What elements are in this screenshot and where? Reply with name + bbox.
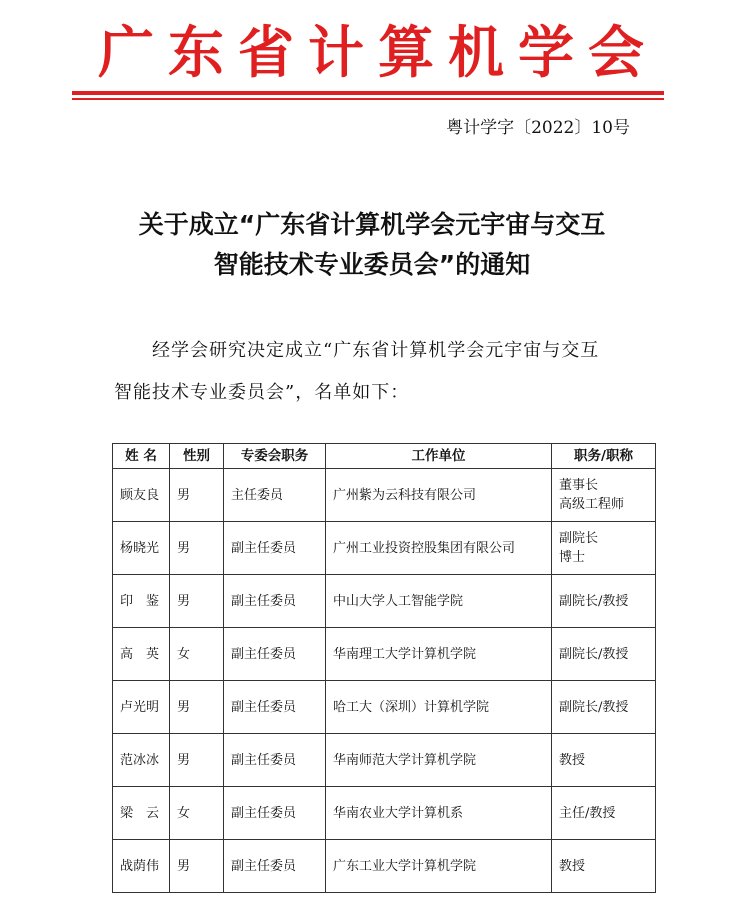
- body-text-1: 经学会研究决定成立“广东省计算机学会元宇宙与交互: [152, 340, 600, 361]
- table-row: [113, 522, 656, 575]
- cell-role: 副主任委员: [224, 734, 326, 787]
- cell-name: 杨晓光: [113, 522, 170, 575]
- body-paragraph-line-2: 智能技术专业委员会”，名单如下：: [114, 382, 410, 403]
- cell-gender: 男: [170, 734, 224, 787]
- notice-title-line-1: 关于成立“广东省计算机学会元宇宙与交互: [138, 210, 606, 239]
- cell-title-line-2: 博士: [559, 550, 586, 565]
- cell-role: 副主任委员: [224, 681, 326, 734]
- cell-unit: 中山大学人工智能学院: [326, 575, 552, 628]
- cell-gender: 女: [170, 628, 224, 681]
- cell-unit: 华南师范大学计算机学院: [326, 734, 552, 787]
- header-gender: 性别: [170, 444, 224, 469]
- cell-gender: 男: [170, 840, 224, 893]
- header-committee-role: 专委会职务: [224, 444, 326, 469]
- notice-title-line-2: 智能技术专业委员会”的通知: [213, 250, 531, 279]
- header-work-unit: 工作单位: [326, 444, 552, 469]
- cell-title: [552, 522, 656, 575]
- cell-name: 高 英: [113, 628, 170, 681]
- notice-title: [60, 205, 684, 285]
- cell-title: 主任/教授: [552, 787, 656, 840]
- cell-name: 顾友良: [113, 469, 170, 522]
- cell-unit: 广东工业大学计算机学院: [326, 840, 552, 893]
- cell-unit: 广州工业投资控股集团有限公司: [326, 522, 552, 575]
- cell-name: 卢光明: [113, 681, 170, 734]
- cell-role: 主任委员: [224, 469, 326, 522]
- cell-name: 战荫伟: [113, 840, 170, 893]
- cell-title-line-1: 副院长: [559, 531, 599, 546]
- header-position-title: 职务/职称: [552, 444, 656, 469]
- table-header-row: [113, 444, 656, 469]
- cell-role: 副主任委员: [224, 840, 326, 893]
- cell-unit: 哈工大（深圳）计算机学院: [326, 681, 552, 734]
- table-row: [113, 734, 656, 787]
- cell-name: 梁 云: [113, 787, 170, 840]
- member-table: [112, 443, 656, 893]
- cell-title: 教授: [552, 734, 656, 787]
- cell-gender: 男: [170, 522, 224, 575]
- table-row: [113, 469, 656, 522]
- table-row: [113, 840, 656, 893]
- header-name: 姓 名: [113, 444, 170, 469]
- cell-title: 副院长/教授: [552, 628, 656, 681]
- org-header-title: 广东省计算机学会: [98, 20, 658, 86]
- table-row: [113, 681, 656, 734]
- cell-role: 副主任委员: [224, 628, 326, 681]
- cell-title: 副院长/教授: [552, 575, 656, 628]
- header-rule-thin: [72, 98, 664, 100]
- cell-role: 副主任委员: [224, 575, 326, 628]
- cell-unit: 华南理工大学计算机学院: [326, 628, 552, 681]
- document-number: 粤计学字〔2022〕10号: [446, 118, 630, 138]
- cell-role: 副主任委员: [224, 522, 326, 575]
- cell-title-line-1: 董事长: [559, 478, 599, 493]
- header-rule-thick: [72, 91, 664, 95]
- cell-name: 范冰冰: [113, 734, 170, 787]
- cell-title-line-2: 高级工程师: [559, 497, 625, 512]
- cell-gender: 男: [170, 575, 224, 628]
- cell-gender: 女: [170, 787, 224, 840]
- body-paragraph: [114, 330, 639, 414]
- table-row: [113, 628, 656, 681]
- cell-title: [552, 469, 656, 522]
- cell-unit: 华南农业大学计算机系: [326, 787, 552, 840]
- cell-name: 印 鉴: [113, 575, 170, 628]
- cell-gender: 男: [170, 681, 224, 734]
- cell-title: 教授: [552, 840, 656, 893]
- cell-title: 副院长/教授: [552, 681, 656, 734]
- table-row: [113, 787, 656, 840]
- cell-gender: 男: [170, 469, 224, 522]
- cell-unit: 广州紫为云科技有限公司: [326, 469, 552, 522]
- body-paragraph-line-1: [114, 330, 639, 372]
- cell-role: 副主任委员: [224, 787, 326, 840]
- table-row: [113, 575, 656, 628]
